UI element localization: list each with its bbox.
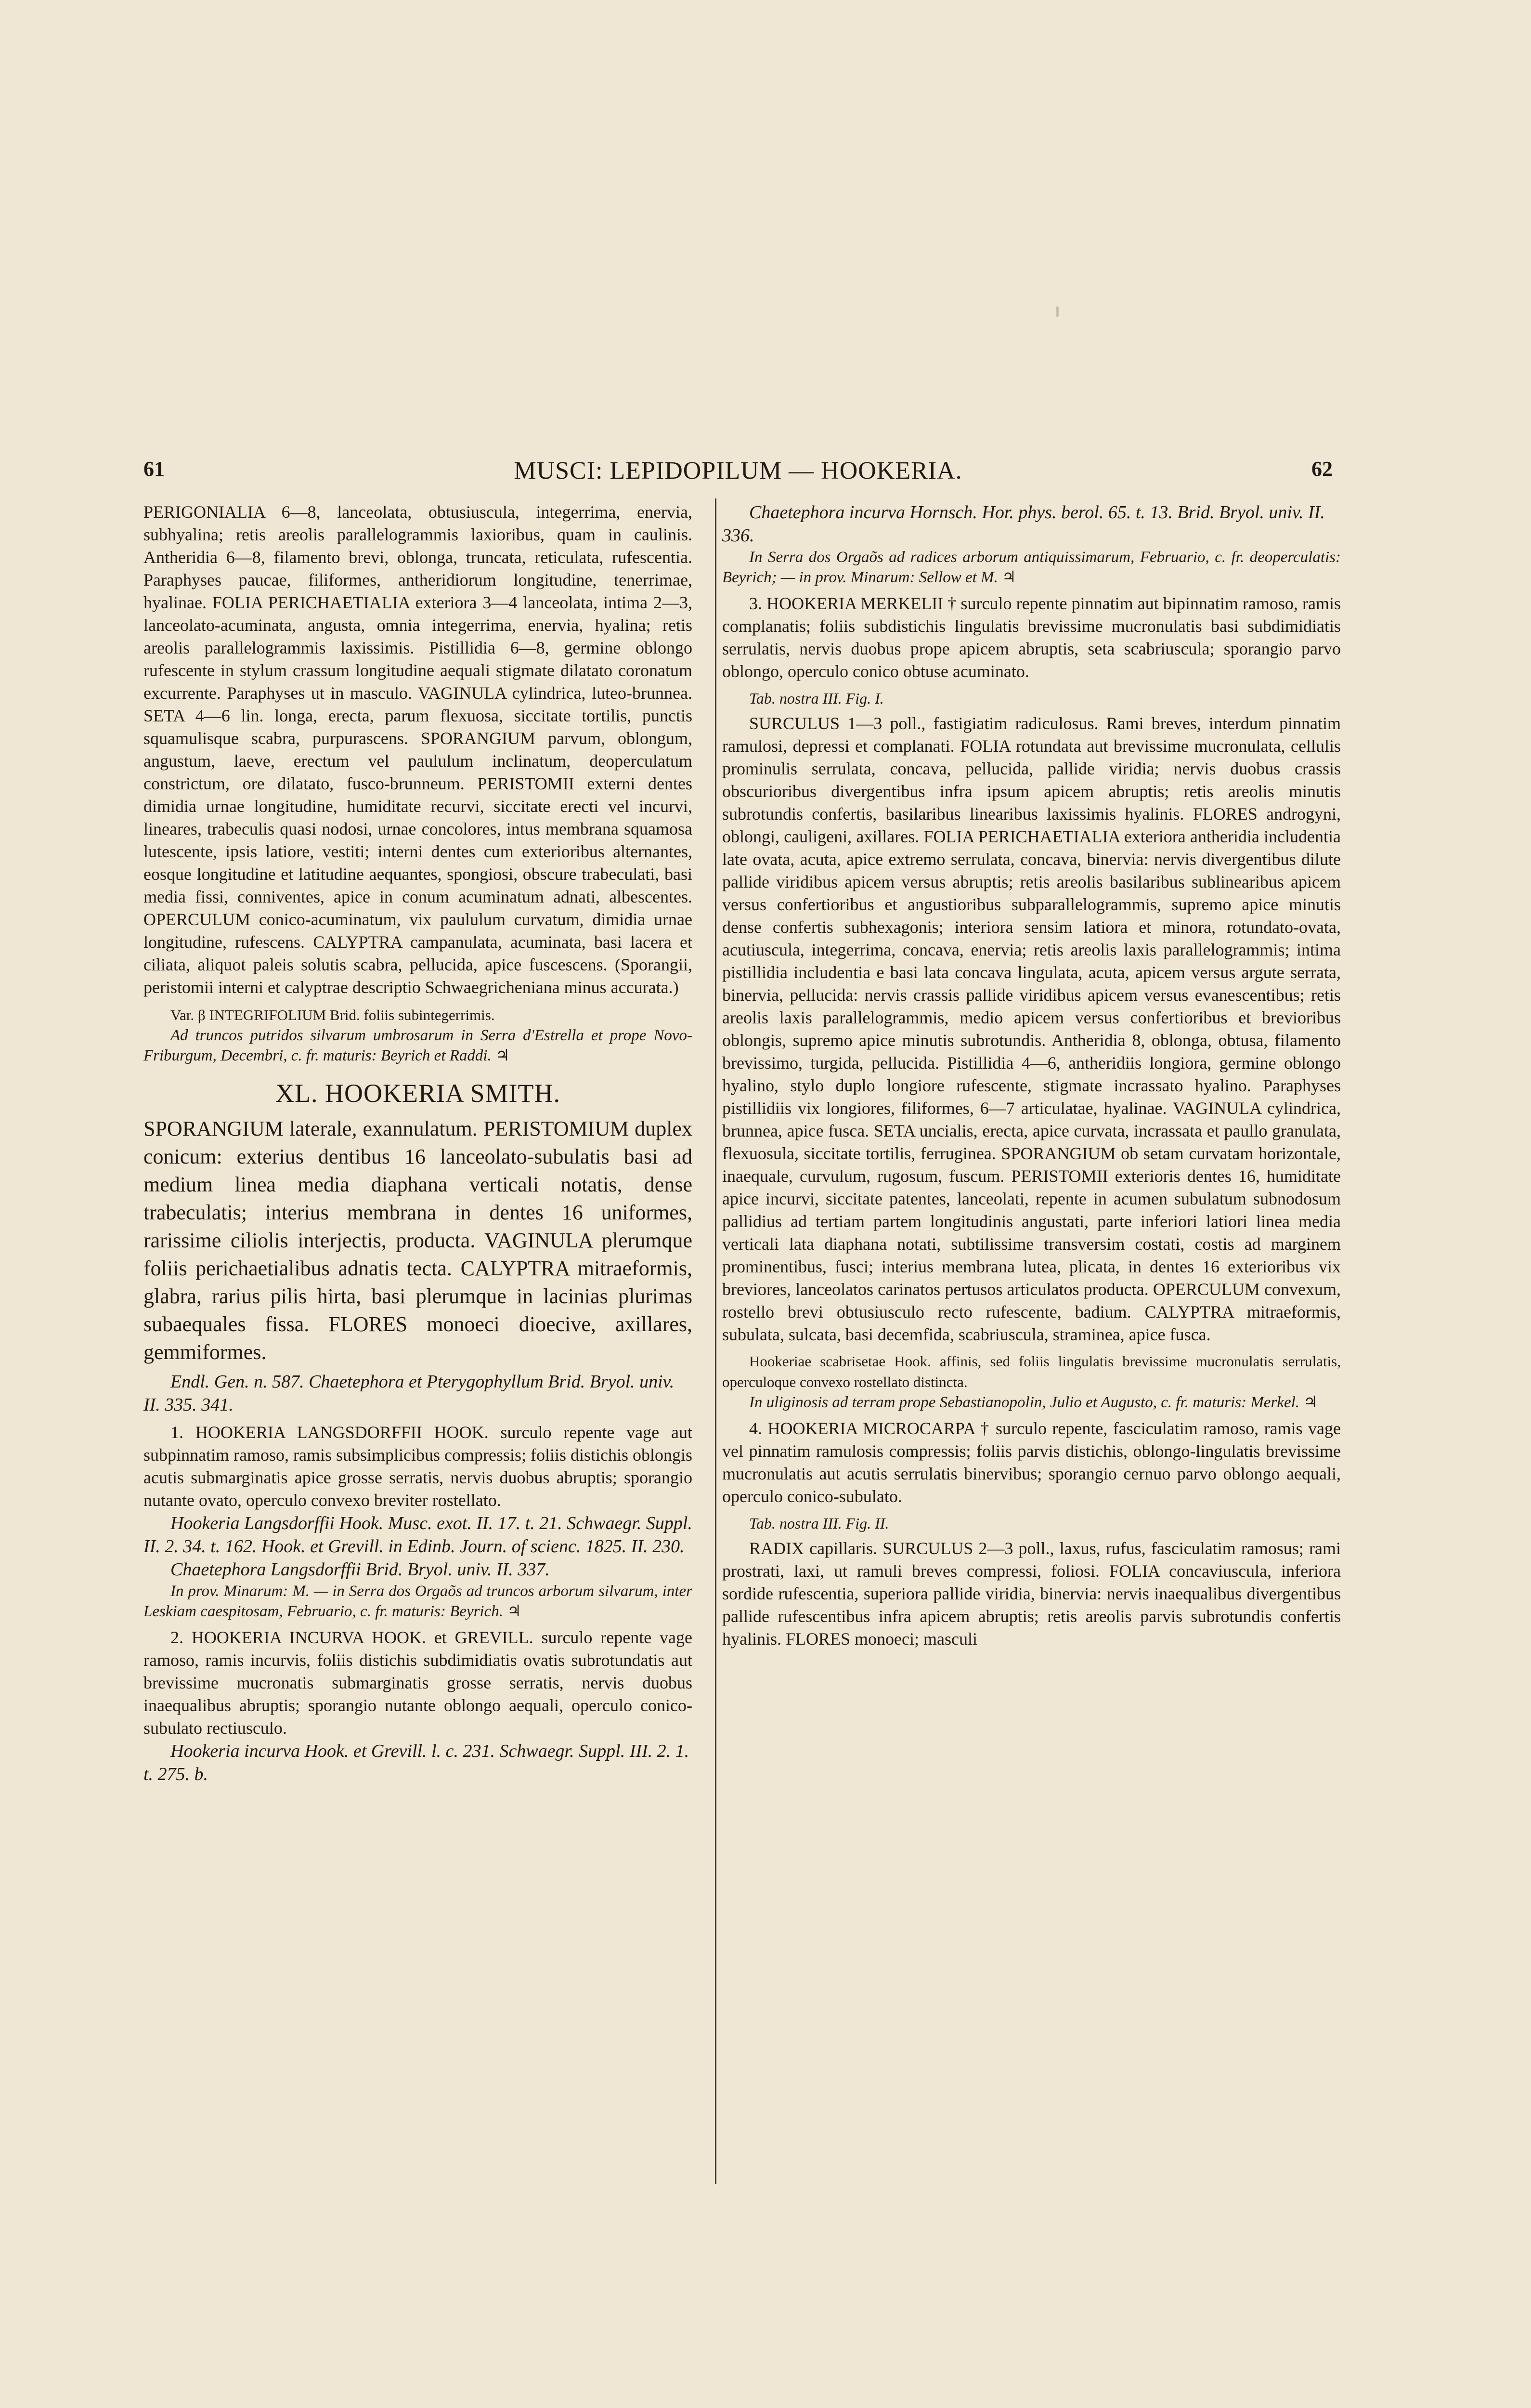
species-1-references: Hookeria Langsdorffii Hook. Musc. exot. II. 17. t. 21. Schwaegr. Suppl. II. 2. 34. t. 162. Hook. et Grevill. in Edinb. Journ. of scienc. 1825. II. 230. (143, 1513, 692, 1557)
species-3-plate-ref: Tab. nostra III. Fig. I. (749, 690, 884, 707)
variety-note: Var. β INTEGRIFOLIUM Brid. foliis subintegerrimis. (170, 1007, 495, 1023)
page-number-left: 61 (143, 457, 165, 481)
species-2-references: Hookeria incurva Hook. et Grevill. l. c. 231. Schwaegr. Suppl. III. 2. 1. t. 275. b. (143, 1741, 689, 1784)
species-2-diagnosis: 2. HOOKERIA INCURVA HOOK. et GREVILL. surculo repente vage ramoso, ramis incurvis, foliis distichis subdimidiatis ovatis subrotundatis aut brevissime mucronatis submarginatis grosse serratis, nervis duobus inaequalibus abruptis; sporangio nutante oblongo aequali, operculo conico-subulato rectiusculo. (143, 1628, 692, 1738)
paper-speck (1056, 306, 1059, 317)
running-title: MUSCI: LEPIDOPILUM — HOOKERIA. (514, 457, 962, 484)
description-continued: PERIGONIALIA 6—8, lanceolata, obtusiuscula, integerrima, enervia, subhyalina; retis areolis parallelogrammis laxioribus, quam in caulinis. Antheridia 6—8, filamento brevi, oblonga, truncata, reticulata, rufescentia. Paraphyses paucae, filiformes, antheridiorum longitudine, tenerrimae, hyalinae. FOLIA PERICHAETIALIA exteriora 3—4 lanceolata, intima 2—3, lanceolato-acuminata, angusta, omnia integerrima, enervia, hyalina; retis areolis parallelogrammis laxissimis. Pistillidia 6—8, germine oblongo rufescente in stylum crassum longitudine aequali stigmate dilatato coronatum excurrente. Paraphyses ut in masculo. VAGINULA cylindrica, luteo-brunnea. SETA 4—6 lin. longa, erecta, parum flexuosa, siccitate tortilis, punctis squamulisque scabra, purpurascens. SPORANGIUM parvum, oblongum, angustum, laeve, erectum vel paululum inclinatum, deoperculatum constrictum, ore dilatato, fusco-brunneum. PERISTOMII externi dentes dimidia urnae longitudine, humiditate recurvi, siccitate erecti vel incurvi, lineares, trabeculis quasi nodosi, urnae concolores, intus membrana squamosa lutescente, ipsis latiore, vestiti; interni dentes cum exterioribus alternantes, eosque longitudine et latitudine aequantes, spongiosi, obscure trabeculati, basi media fissi, conniventes, apice in conum acuminatum adnati, albescentes. OPERCULUM conico-acuminatum, vix paululum curvatum, dimidia urnae longitudine, rufescens. CALYPTRA campanulata, acuminata, basi lacera et ciliata, aliquot paleis solutis scabra, pellucida, apice fuscescens. (Sporangii, peristomii interni et calyptrae descriptio Schwaegricheniana minus accurata.) (143, 502, 692, 997)
species-1-diagnosis: 1. HOOKERIA LANGSDORFFII HOOK. surculo repente vage aut subpinnatim ramoso, ramis subsimplicibus compressis; foliis distichis oblongis acutis submarginatis apice grosse serratis, nervis duobus abruptis; sporangio nutante ovato, operculo convexo breviter rostellato. (143, 1423, 692, 1510)
species-4-diagnosis: 4. HOOKERIA MICROCARPA † surculo repente, fasciculatim ramoso, ramis vage vel pinnatim ramulosis compressis; foliis parvis distichis, oblongo-lingulatis brevissime mucronulatis aut acutis serrulatis binervibus; sporangio cernuo parvo oblongo aequali, operculo conico-subulato. (722, 1419, 1341, 1506)
species-3-note: Hookeriae scabrisetae Hook. affinis, sed foliis lingulatis brevissime mucronulatis serrulatis, operculoque convexo rostellato distincta. (722, 1353, 1341, 1390)
species-2-habitat: In Serra dos Orgaõs ad radices arborum antiquissimarum, Februario, c. fr. deoperculatis: Beyrich; — in prov. Minarum: Sellow et M. ♃ (722, 549, 1341, 586)
species-3-diagnosis: 3. HOOKERIA MERKELII † surculo repente pinnatim aut bipinnatim ramoso, ramis complanatis; foliis subdistichis lingulatis brevissime mucronulatis basi subdimidiatis serrulatis, nervis duobus prope apicem abruptis, seta scabriuscula; sporangio parvo oblongo, operculo conico obtuse acuminato. (722, 594, 1341, 681)
species-4-plate-ref: Tab. nostra III. Fig. II. (749, 1515, 889, 1532)
left-column (143, 501, 692, 1786)
page-header (143, 457, 1333, 500)
genus-description: SPORANGIUM laterale, exannulatum. PERISTOMIUM duplex conicum: exterius dentibus 16 lanceolato-subulatis basi ad medium linea media diaphana verticali notatis, dense trabeculatis; interius membrana in dentes 16 uniformes, rarissime ciliolis interjectis, producta. VAGINULA plerumque foliis perichaetialibus adnatis tecta. CALYPTRA mitraeformis, glabra, rarius pilis hirta, basi plerumque in lacinias plurimas subaequales fissa. FLORES monoeci dioecive, axillares, gemmiformes. (143, 1117, 692, 1364)
column-divider (715, 498, 716, 2184)
species-3-habitat: In uliginosis ad terram prope Sebastianopolin, Julio et Augusto, c. fr. maturis: Merkel. ♃ (749, 1394, 1318, 1411)
species-1-habitat: In prov. Minarum: M. — in Serra dos Orgaõs ad truncos arborum silvarum, inter Leskiam caespitosam, Februario, c. fr. maturis: Beyrich. ♃ (143, 1583, 692, 1620)
species-3-description: SURCULUS 1—3 poll., fastigiatim radiculosus. Rami breves, interdum pinnatim ramulosi, depressi et complanati. FOLIA rotundata aut brevissime mucronulata, cellulis prominulis serrulata, concava, pellucida, pallide viridia; nervis duobus crassis obscurioribus divergentibus infra ipsum apicem abruptis; retis areolis minutis subrotundis confertis, basilaribus linearibus laxissimis hyalinis. FLORES androgyni, oblongi, cauligeni, axillares. FOLIA PERICHAETIALIA exteriora antheridia includentia late ovata, acuta, apice extremo serrulata, concava, binervia: nervis divergentibus dilute pallide viridibus apicem versus abruptis; retis areolis basilaribus sublinearibus apicem versus confertioribus et angustioribus subparallelogrammis, supremo apice minutis dense confertis subhexagonis; interiora sensim latiora et minora, rotundato-ovata, acutiuscula, integerrima, concava, enervia; retis areolis laxis parallelogrammis; intima pistillidia includentia e basi lata concava lingulata, acuta, apicem versus argute serrata, binervia, pellucida: nervis crassis pallide viridibus apicem versus evanescentibus; retis areolis laxis parallelogrammis, medio apicem versus confertioribus et brevioribus oblongis, supremo apice minutis subrotundis. Antheridia 8, oblonga, obtusa, filamento brevissimo, turgida, pellucida. Pistillidia 4—6, antheridiis longiora, germine oblongo hyalino, stylo duplo longiore rufescente, stigmate incrassato hyalino. Paraphyses pistillidiis vix longiores, filiformes, 6—7 articulatae, hyalinae. VAGINULA cylindrica, brunnea, apice fusca. SETA uncialis, erecta, apice curvata, incrassata et paullo granulata, flexuosula, siccitate tortilis, ferruginea. SPORANGIUM ob setam curvatam horizontale, inaequale, curvulum, rugosum, fuscum. PERISTOMII exterioris dentes 16, humiditate apice incurvi, siccitate patentes, lanceolati, repente in acumen subulatum subnodosum pallidius ad tertiam partem longitudinis angustati, parte inferiori latiori linea media verticali lata diaphana notati, subtilissime transversim costati, costis ad marginem prominentibus, fusci; interius membrana lutea, plicata, in dentes 16 exterioribus vix breviores, lanceolatos carinatos pertusos articulatos producta. OPERCULUM convexum, rostello brevi obtusiusculo recto rufescente, badium. CALYPTRA mitraeformis, subulata, sulcata, basi decemfida, scabriuscula, straminea, apice fusca. (722, 714, 1341, 1344)
habitat-note: Ad truncos putridos silvarum umbrosarum in Serra d'Estrella et prope Novo-Friburgum, Decembri, c. fr. maturis: Beyrich et Raddi. ♃ (143, 1027, 692, 1064)
species-4-description: RADIX capillaris. SURCULUS 2—3 poll., laxus, rufus, fasciculatim ramosus; rami prostrati, laxi, ut ramuli breves compressi, foliosi. FOLIA concaviuscula, inferiora sordide rufescentia, superiora pallide viridia, binervia: nervis inaequalibus divergentibus pallide rufescentibus infra apicem abruptis; retis areolis parvis subrotundis confertis hyalinis. FLORES monoeci; masculi (722, 1539, 1341, 1649)
right-column (722, 501, 1341, 1650)
page-number-right: 62 (1311, 457, 1333, 481)
species-1-synonym: Chaetephora Langsdorffii Brid. Bryol. univ. II. 337. (170, 1559, 550, 1580)
species-2-synonym: Chaetephora incurva Hornsch. Hor. phys. berol. 65. t. 13. Brid. Bryol. univ. II. 336. (722, 502, 1325, 546)
genus-references: Endl. Gen. n. 587. Chaetephora et Pterygophyllum Brid. Bryol. univ. II. 335. 341. (143, 1372, 675, 1415)
genus-heading: XL. HOOKERIA SMITH. (275, 1079, 560, 1108)
